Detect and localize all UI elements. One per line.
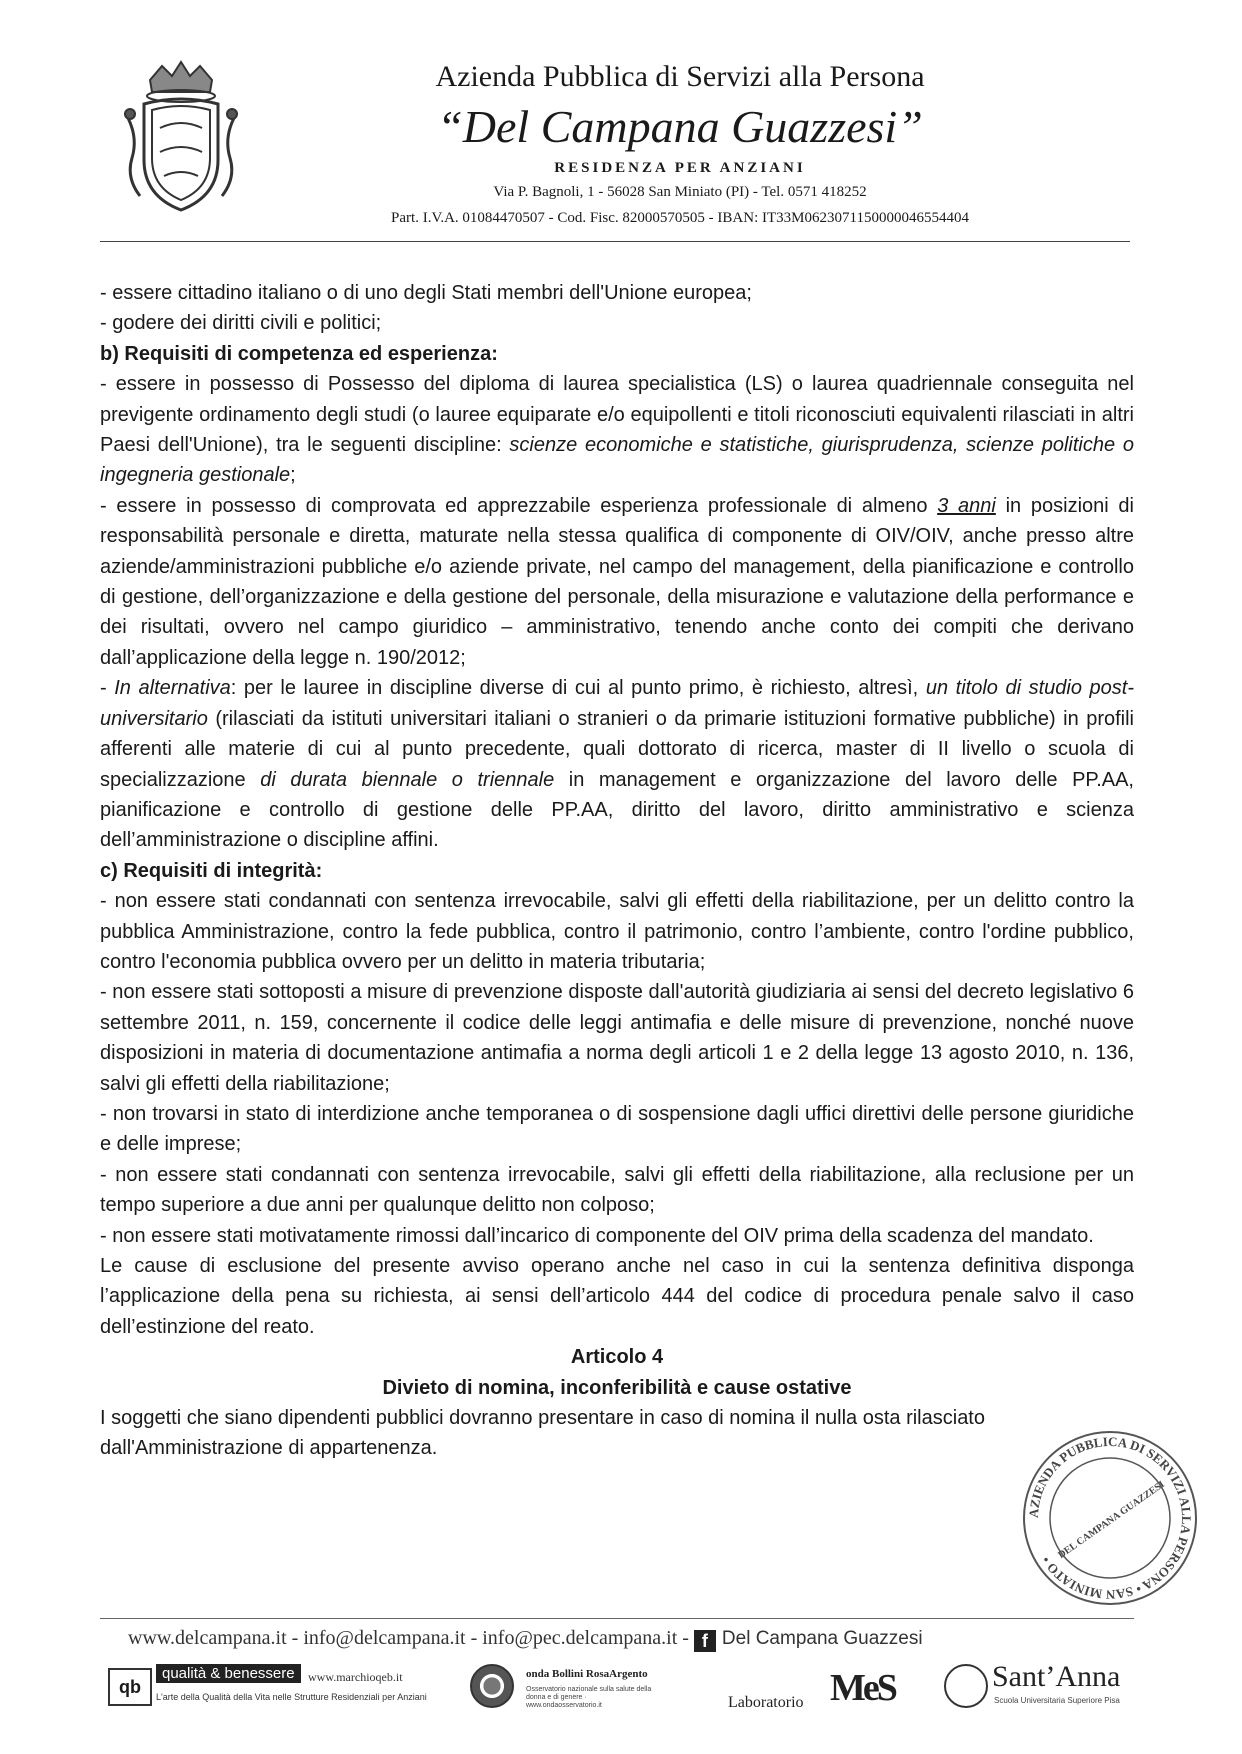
requirement-experience: - essere in possesso di comprovata ed apprezzabile esperienza professionale di almeno 3 anni in posizioni di responsabilità personale e diretta, maturate nella stessa qualifica di componente di OIV/OIV, anche presso altre aziende/amministrazioni pubbliche e/o aziende private, nel campo del management, della pianificazione e controllo di gestione, dell’organizzazione e della gestione del personale, della misurazione e valutazione della performance e dei risultati, ovvero nel campo giuridico – amministrativo, tenendo anche conto dei compiti che derivano dall’applicazione della legge n. 190/2012; — [100, 494, 1135, 669]
svg-text:DEL CAMPANA GUAZZESI: DEL CAMPANA GUAZZESI — [1056, 1479, 1167, 1561]
tax-info-line: Part. I.V.A. 01084470507 - Cod. Fisc. 82000570505 - IBAN: IT33M0623071150000046554404 — [391, 210, 969, 226]
santanna-subtitle: Scuola Universitaria Superiore Pisa — [994, 1696, 1120, 1705]
mes-logo: MeS — [830, 1667, 895, 1709]
requirement-alternative: - In alternativa: per le lauree in discipline diverse di cui al punto primo, è richiesto, altresì, un titolo di studio post-universitario (rilasciati da istituti universitari italiani o stranieri o da primarie istituzioni formative pubbliche) in profili afferenti alle materie di cui al punto precedente, quali dottorato di ricerca, master di II livello o scuola di specializzazione di durata biennale o triennale in management e organizzazione del lavoro delle PP.AA, pianificazione e controllo di gestione delle PP.AA, diritto del lavoro, diritto amministrativo e scienza dell’amministrazione o discipline affini. — [100, 677, 1135, 852]
header-divider — [100, 241, 1130, 242]
article-subtitle: Divieto di nomina, inconferibilità e cause ostative — [382, 1376, 852, 1399]
santanna-logo: Sant’Anna — [992, 1660, 1121, 1693]
section-b-heading: b) Requisiti di competenza ed esperienza: — [100, 342, 498, 365]
footer-divider — [100, 1618, 1134, 1619]
article-title: Articolo 4 — [570, 1346, 664, 1369]
section-c-heading: c) Requisiti di integrità: — [100, 859, 323, 882]
laboratorio-label: Laboratorio — [728, 1694, 804, 1711]
requirement-civil-rights: - godere dei diritti civili e politici; — [100, 312, 382, 335]
facebook-link[interactable]: Del Campana Guazzesi — [721, 1628, 923, 1649]
institution-name: “Del Campana Guazzesi” — [437, 101, 923, 152]
official-stamp — [1020, 1428, 1200, 1608]
onda-seal-icon — [470, 1664, 514, 1708]
requirement-no-convictions: - non essere stati condannati con sentenza irrevocabile, salvi gli effetti della riabilitazione, per un delitto contro la pubblica Amministrazione, contro la fede pubblica, contro il patrimonio, contro l’ambiente, contro l'ordine pubblico, contro l'economia pubblica ovvero per un delitto in materia tributaria; — [100, 890, 1134, 973]
website-link[interactable]: www.delcampana.it — [128, 1627, 287, 1649]
footer-logos — [108, 1660, 1142, 1724]
qb-logo-subtitle: L'arte della Qualità della Vita nelle Strutture Residenziali per Anziani — [156, 1692, 427, 1702]
requirement-not-removed: - non essere stati motivatamente rimossi dall’incarico di componente del OIV prima della scadenza del mandato. — [100, 1224, 1094, 1247]
email-link[interactable]: info@delcampana.it — [303, 1627, 466, 1649]
pec-email-link[interactable]: info@pec.delcampana.it — [482, 1627, 678, 1649]
santanna-seal-icon — [944, 1664, 988, 1708]
requirement-no-imprisonment: - non essere stati condannati con sentenza irrevocabile, salvi gli effetti della riabilitazione, alla reclusione per un tempo superiore a due anni per qualunque delitto non colposo; — [100, 1163, 1134, 1217]
requirement-no-interdiction: - non trovarsi in stato di interdizione anche temporanea o di sospensione dagli uffici direttivi delle persone giuridiche e delle imprese; — [100, 1102, 1134, 1156]
qb-logo-title: qualità & benessere — [156, 1664, 301, 1683]
onda-logo-subtitle: Osservatorio nazionale sulla salute della donna e di genere · www.ondaosservatorio.it — [526, 1686, 652, 1709]
document-body — [100, 278, 1134, 1464]
address-line: Via P. Bagnoli, 1 - 56028 San Miniato (PI) - Tel. 0571 418252 — [493, 184, 867, 200]
requirement-degree: - essere in possesso di Possesso del diploma di laurea specialistica (LS) o laurea quadriennale conseguita nel previgente ordinamento degli studi (o lauree equiparate e/o equipollenti e titoli riconosciuti equivalenti rilasciati in altri Paesi dell'Unione), tra le seguenti discipline: scienze economiche e statistiche, giurisprudenza, scienze politiche o ingegneria gestionale; — [100, 373, 1134, 487]
coat-of-arms-logo — [120, 58, 242, 216]
institution-subtitle: RESIDENZA PER ANZIANI — [554, 160, 806, 176]
organization-name: Azienda Pubblica di Servizi alla Persona — [435, 60, 925, 93]
article-paragraph: I soggetti che siano dipendenti pubblici dovranno presentare in caso di nomina il nulla osta rilasciato dall'Amministrazione di appartenenza. — [100, 1407, 985, 1460]
exclusion-clause: Le cause di esclusione del presente avviso operano anche nel caso in cui la sentenza definitiva disponga l’applicazione della pena su richiesta, ai sensi dell’articolo 444 del codice di procedura penale salvo il caso dell’estinzione del reato. — [100, 1255, 1134, 1338]
svg-text:AZIENDA PUBBLICA DI SERVIZI AL: AZIENDA PUBBLICA DI SERVIZI ALLA PERSONA • SAN MINIATO • — [1025, 1433, 1195, 1603]
onda-logo-title: onda Bollini RosaArgento — [526, 1668, 648, 1680]
requirement-no-prevention-measures: - non essere stati sottoposti a misure di prevenzione disposte dall'autorità giudiziaria ai sensi del decreto legislativo 6 settembre 2011, n. 159, concernente il codice delle leggi antimafia e delle misure di prevenzione, nonché nuove disposizioni in materia di documentazione antimafia a norma degli articoli 1 e 2 della legge 13 agosto 2010, n. 136, salvi gli effetti della riabilitazione; — [100, 981, 1134, 1095]
qb-website: www.marchioqeb.it — [308, 1670, 403, 1684]
facebook-icon: f — [694, 1630, 716, 1652]
qb-logo-mark: qb — [108, 1668, 152, 1706]
footer-contacts: www.delcampana.it - info@delcampana.it - info@pec.delcampana.it - f Del Campana Guazzesi — [128, 1627, 923, 1651]
requirement-citizenship: - essere cittadino italiano o di uno degli Stati membri dell'Unione europea; — [100, 282, 752, 304]
